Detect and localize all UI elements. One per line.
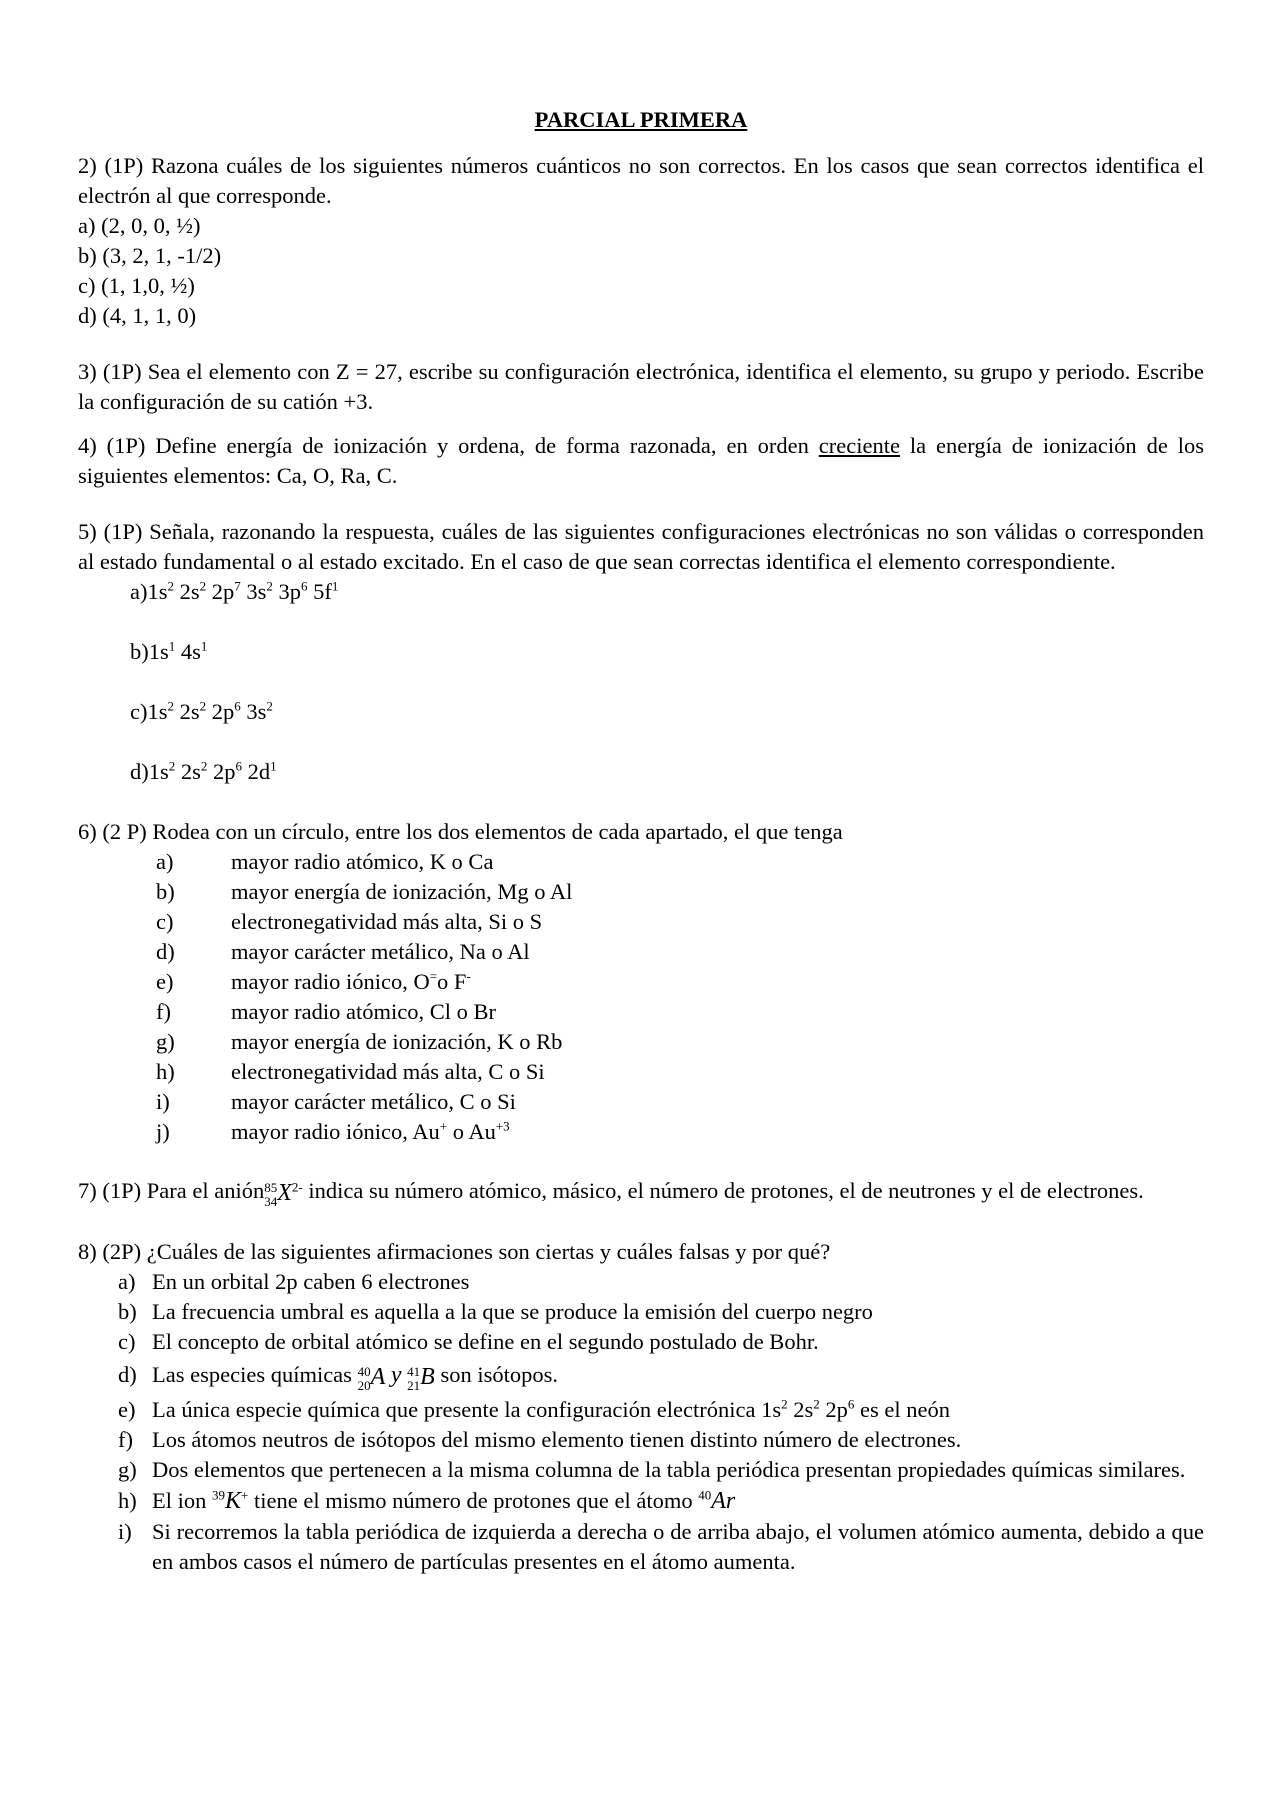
question-6 (78, 817, 1204, 1147)
question-8-list (78, 1267, 1204, 1577)
exam-page (78, 105, 1204, 1577)
question-7: 7) (1P) Para el anión 85 34 $X^{2-}$ indica su número atómico, másico, el número de protones, el de neutrones y el de electrones. (78, 1173, 1204, 1211)
list-item: e) mayor radio iónico, O=o F- (156, 968, 471, 994)
question-4 (78, 431, 1204, 491)
list-item: b) La frecuencia umbral es aquella a la que se produce la emisión del cuerpo negro (118, 1298, 873, 1324)
list-item: h) El ion $^{39}$K+ tiene el mismo número de protones que el átomo $^{40}$Ar (118, 1487, 736, 1514)
question-5-configurations (78, 577, 1204, 817)
list-item: e) La única especie química que presente la configuración electrónica $1s^2$ $2s^2$ $2p^6$ es el neón (118, 1396, 950, 1422)
list-item: f) mayor radio atómico, Cl o Br (156, 999, 496, 1024)
question-4-text-start: 4) (1P) Define energía de ionización y ordena, de forma razonada, en orden (78, 433, 819, 458)
list-item: i) Si recorremos la tabla periódica de izquierda a derecha o de arriba abajo, el volumen atómico aumenta, debido a que en ambos casos el número de partículas presentes en el átomo aumenta. (118, 1518, 1204, 1574)
question-2 (78, 151, 1204, 331)
list-item: a) En un orbital 2p caben 6 electrones (118, 1268, 470, 1294)
question-2-option-d: d) (4, 1, 1, 0) (78, 303, 197, 328)
question-2-option-c: c) (1, 1,0, ½) (78, 273, 195, 298)
isotope-a-notation: 40 20 A (357, 1363, 386, 1393)
configuration-b: $b)1s^1$ $4s^1$ (130, 638, 208, 664)
page-title: PARCIAL PRIMERA (534, 107, 748, 132)
question-8 (78, 1237, 1204, 1577)
question-4-underlined-word: creciente (818, 433, 900, 458)
list-item: h) electronegatividad más alta, C o Si (156, 1059, 545, 1084)
question-6-text: 6) (2 P) Rodea con un círculo, entre los dos elementos de cada apartado, el que tenga (78, 819, 843, 844)
question-8-text: 8) (2P) ¿Cuáles de las siguientes afirmaciones son ciertas y cuáles falsas y por qué? (78, 1238, 831, 1264)
configuration-d: $d)1s^2$ $2s^2$ $2p^6$ $2d^1$ (130, 758, 277, 784)
list-item: g) mayor energía de ionización, K o Rb (156, 1029, 563, 1054)
question-3: 3) (1P) Sea el elemento con Z = 27, escribe su configuración electrónica, identifica el elemento, su grupo y periodo. Escribe la configuración de su catión +3. (78, 359, 1204, 414)
question-4-text-end: la energía de ionización de los siguientes elementos: Ca, O, Ra, C. (78, 433, 1204, 488)
list-item: b) mayor energía de ionización, Mg o Al (156, 879, 573, 904)
list-item: i) mayor carácter metálico, C o Si (156, 1089, 516, 1114)
list-item: d) Las especies químicas 40 20 A y 41 21 B son isótopos. (118, 1357, 1204, 1395)
list-item: a) mayor radio atómico, K o Ca (156, 849, 494, 874)
list-item: c) El concepto de orbital atómico se define en el segundo postulado de Bohr. (118, 1328, 819, 1354)
question-2-option-a: a) (2, 0, 0, ½) (78, 213, 201, 238)
question-6-list (78, 847, 1204, 1147)
list-item: j) mayor radio iónico, Au+ o $Au^{+3}$ (156, 1118, 510, 1144)
configuration-a: $a)1s^2$ $2s^2$ $2p^7$ $3s^2$ $3p^6$ $5f^1$ (130, 578, 339, 604)
list-item: c) electronegatividad más alta, Si o S (156, 909, 543, 934)
list-item: f) Los átomos neutros de isótopos del mismo elemento tienen distinto número de electrones. (118, 1426, 962, 1452)
question-2-text: 2) (1P) Razona cuáles de los siguientes números cuánticos no son correctos. En los casos que sean correctos identifica el electrón al que corresponde. (78, 153, 1204, 208)
list-item: g) Dos elementos que pertenecen a la misma columna de la tabla periódica presentan propiedades químicas similares. (118, 1456, 1186, 1482)
isotope-b-notation: 41 21 B (407, 1363, 435, 1393)
question-5 (78, 517, 1204, 817)
anion-notation: 85 34 $X^{2-}$ (264, 1179, 303, 1209)
question-5-text: 5) (1P) Señala, razonando la respuesta, cuáles de las siguientes configuraciones electrónicas no son válidas o corresponden al estado fundamental o al estado excitado. En el caso de que sean correctas identifica el elemento correspondiente. (78, 519, 1204, 574)
configuration-c: $c)1s^2$ $2s^2$ $2p^6$ $3s^2$ (130, 698, 273, 724)
list-item: d) mayor carácter metálico, Na o Al (156, 939, 530, 964)
question-2-option-b: b) (3, 2, 1, -1/2) (78, 243, 222, 268)
